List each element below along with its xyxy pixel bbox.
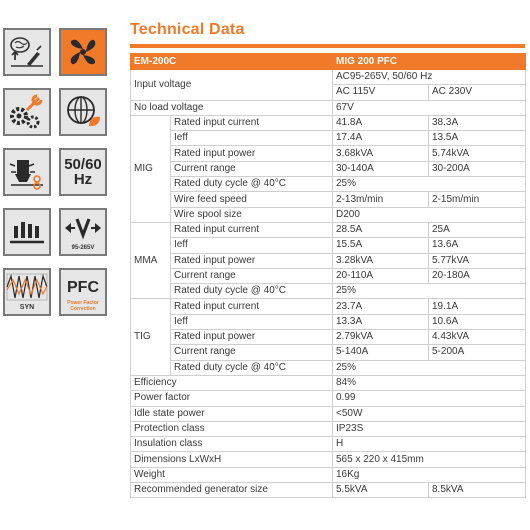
spec-value-230v: 8.5kVA xyxy=(429,483,526,498)
spec-value-115v: 5.5kVA xyxy=(333,483,429,498)
spec-value: 565 x 220 x 415mm xyxy=(333,452,526,467)
input-voltage-label: Input voltage xyxy=(131,70,333,101)
spec-value-115v: 3.68kVA xyxy=(333,146,429,161)
table-row xyxy=(131,70,526,85)
spec-value-115v: 41.8A xyxy=(333,115,429,130)
mig-group-label: MIG xyxy=(131,115,171,222)
table-row xyxy=(131,177,526,192)
spec-label: Rated input power xyxy=(171,146,333,161)
pfc-icon xyxy=(59,268,107,316)
general-section xyxy=(131,375,526,497)
spec-value-115v: 2.79kVA xyxy=(333,330,429,345)
table-row xyxy=(131,437,526,452)
globe-leaf-icon xyxy=(59,88,107,136)
spec-label: Current range xyxy=(171,345,333,360)
table-row xyxy=(131,406,526,421)
spec-label: Rated duty cycle @ 40°C xyxy=(171,177,333,192)
spec-label: Weight xyxy=(131,467,333,482)
mma-section xyxy=(131,222,526,298)
icon-row-1 xyxy=(3,28,107,76)
table-header-row xyxy=(131,54,526,70)
table-row xyxy=(131,207,526,222)
spec-value-230v: 30-200A xyxy=(429,161,526,176)
spec-label: Current range xyxy=(171,161,333,176)
icon-row-5 xyxy=(3,268,107,316)
spec-label: Rated input current xyxy=(171,115,333,130)
icon-row-4 xyxy=(3,208,107,256)
multi-process-icon xyxy=(3,208,51,256)
spec-value: 16Kg xyxy=(333,467,526,482)
spec-value-115v: 28.5A xyxy=(333,222,429,237)
table-row xyxy=(131,238,526,253)
spec-value: 0.99 xyxy=(333,391,526,406)
spec-value-230v: 19.1A xyxy=(429,299,526,314)
spec-value-230v: 5.74kVA xyxy=(429,146,526,161)
fan-icon xyxy=(59,28,107,76)
table-row xyxy=(131,452,526,467)
table-row xyxy=(131,100,526,115)
spec-value-115v: 3.28kVA xyxy=(333,253,429,268)
spec-value-230v: 5.77kVA xyxy=(429,253,526,268)
spec-value: 25% xyxy=(333,360,526,375)
table-row xyxy=(131,483,526,498)
hz-bottom-label: Hz xyxy=(73,171,93,188)
mig-section xyxy=(131,115,526,222)
spec-value-115v: 30-140A xyxy=(333,161,429,176)
page-title: Technical Data xyxy=(130,21,245,38)
spec-value: H xyxy=(333,437,526,452)
spec-value-230v: 2-15m/min xyxy=(429,192,526,207)
spec-value-230v: 25A xyxy=(429,222,526,237)
table-row xyxy=(131,299,526,314)
table-row xyxy=(131,146,526,161)
spec-value-115v: 5-140A xyxy=(333,345,429,360)
pfc-label: PFC xyxy=(67,279,99,296)
spec-value: <50W xyxy=(333,406,526,421)
spec-value-230v: 20-180A xyxy=(429,268,526,283)
tig-section xyxy=(131,299,526,375)
voltage-range-icon xyxy=(59,208,107,256)
spec-value-115v: 2-13m/min xyxy=(333,192,429,207)
spec-label: Rated input power xyxy=(171,253,333,268)
hz-frequency-icon xyxy=(59,148,107,196)
table-row xyxy=(131,222,526,237)
welding-spark-icon xyxy=(3,148,51,196)
spec-label: Recommended generator size xyxy=(131,483,333,498)
spec-label: Rated duty cycle @ 40°C xyxy=(171,284,333,299)
table-row xyxy=(131,192,526,207)
spec-label: Rated duty cycle @ 40°C xyxy=(171,360,333,375)
spec-label: Current range xyxy=(171,268,333,283)
header-model-left: EM-200C xyxy=(131,54,333,70)
syn-label: SYN xyxy=(19,304,35,311)
table-row xyxy=(131,391,526,406)
spec-label: Ieff xyxy=(171,131,333,146)
table-row xyxy=(131,421,526,436)
pfc-caption: Power Factor Correction xyxy=(67,300,99,312)
icon-row-3 xyxy=(3,148,107,196)
synergic-waveform-icon xyxy=(3,268,51,316)
table-row xyxy=(131,314,526,329)
tig-group-label: TIG xyxy=(131,299,171,375)
input-voltage-col2: AC 230V xyxy=(429,85,526,100)
no-load-voltage-label: No load voltage xyxy=(131,100,333,115)
spec-value-115v: 17.4A xyxy=(333,131,429,146)
spec-label: Wire spool size xyxy=(171,207,333,222)
spec-value: 25% xyxy=(333,177,526,192)
spec-label: Ieff xyxy=(171,314,333,329)
spec-value-115v: 23.7A xyxy=(333,299,429,314)
hz-top-label: 50/60 xyxy=(64,156,102,173)
table-row xyxy=(131,268,526,283)
spec-label: Insulation class xyxy=(131,437,333,452)
header-model-right: MIG 200 PFC xyxy=(333,54,526,70)
spec-value-230v: 5-200A xyxy=(429,345,526,360)
spec-value-230v: 4.43kVA xyxy=(429,330,526,345)
technical-data-table xyxy=(130,53,526,498)
spec-value-115v: 13.3A xyxy=(333,314,429,329)
table-row xyxy=(131,161,526,176)
feature-icons xyxy=(3,28,107,328)
spec-label: Protection class xyxy=(131,421,333,436)
spec-value-230v: 13.5A xyxy=(429,131,526,146)
table-row xyxy=(131,253,526,268)
icon-row-2 xyxy=(3,88,107,136)
table-row xyxy=(131,115,526,130)
spec-label: Power factor xyxy=(131,391,333,406)
table-row xyxy=(131,284,526,299)
spec-value-230v: 13.6A xyxy=(429,238,526,253)
spec-value-230v: 38.3A xyxy=(429,115,526,130)
spec-label: Idle state power xyxy=(131,406,333,421)
spec-label: Rated input current xyxy=(171,222,333,237)
title-underline xyxy=(130,44,525,48)
table-row xyxy=(131,330,526,345)
input-voltage-range: AC95-265V, 50/60 Hz xyxy=(333,70,526,85)
spec-label: Dimensions LxWxH xyxy=(131,452,333,467)
spec-label: Efficiency xyxy=(131,375,333,390)
brain-welding-icon xyxy=(3,28,51,76)
spec-label: Rated input power xyxy=(171,330,333,345)
spec-value: IP23S xyxy=(333,421,526,436)
table-row xyxy=(131,360,526,375)
gears-wrench-icon xyxy=(3,88,51,136)
table-row xyxy=(131,131,526,146)
table-row xyxy=(131,467,526,482)
no-load-voltage-value: 67V xyxy=(333,100,526,115)
spec-value-115v: 20-110A xyxy=(333,268,429,283)
table-row xyxy=(131,345,526,360)
spec-label: Rated input current xyxy=(171,299,333,314)
spec-value-115v: 15.5A xyxy=(333,238,429,253)
spec-label: Ieff xyxy=(171,238,333,253)
spec-value: D200 xyxy=(333,207,526,222)
spec-label: Wire feed speed xyxy=(171,192,333,207)
spec-value: 25% xyxy=(333,284,526,299)
voltage-range-label: 95-265V xyxy=(71,245,95,251)
spec-value-230v: 10.6A xyxy=(429,314,526,329)
input-voltage-col1: AC 115V xyxy=(333,85,429,100)
mma-group-label: MMA xyxy=(131,222,171,298)
table-row xyxy=(131,375,526,390)
spec-value: 84% xyxy=(333,375,526,390)
